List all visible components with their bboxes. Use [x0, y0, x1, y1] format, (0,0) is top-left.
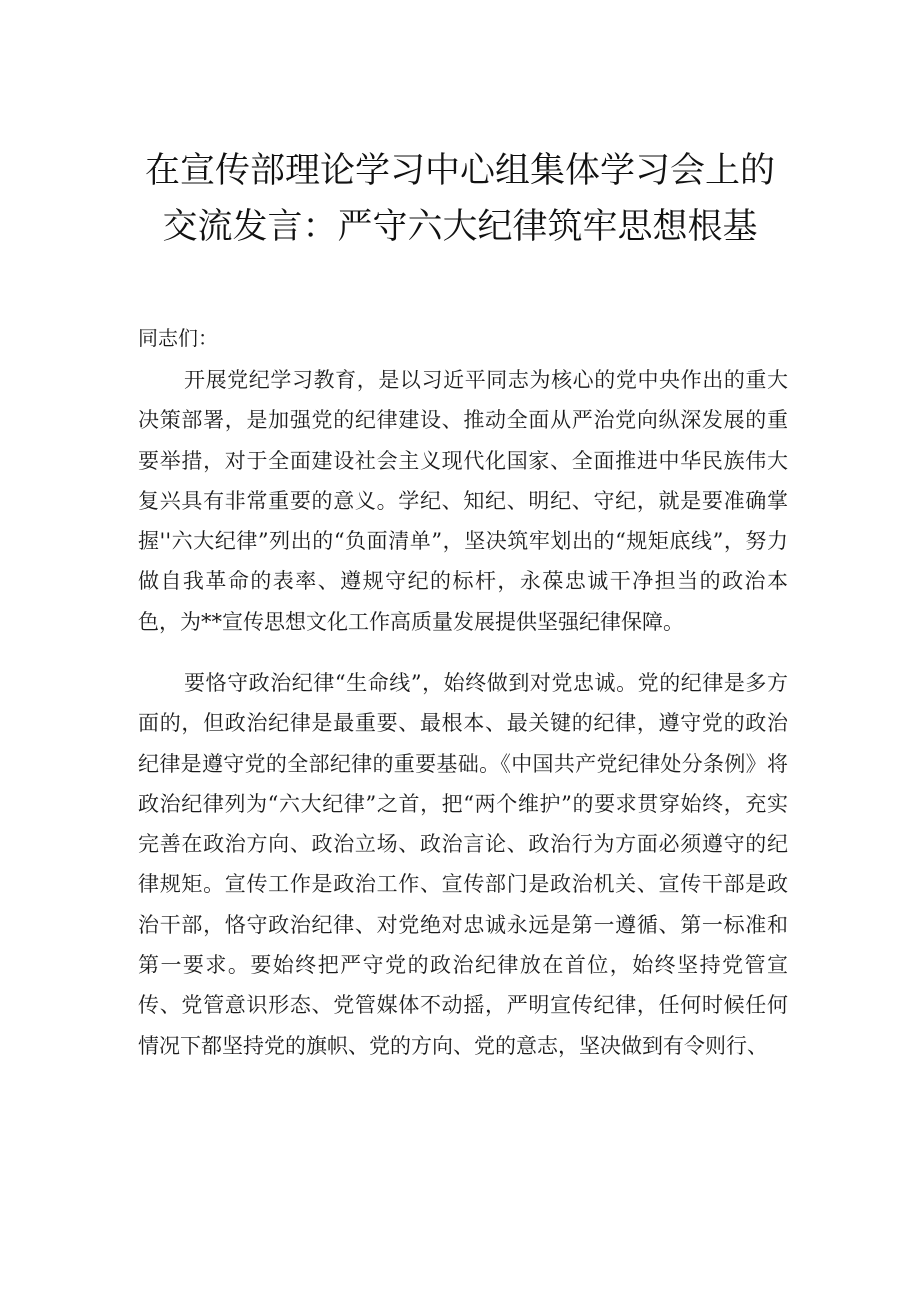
- body-paragraph: 要恪守政治纪律“生命线”，始终做到对党忠诚。党的纪律是多方面的，但政治纪律是最重要、最根本、最关键的纪律，遵守党的政治纪律是遵守党的全部纪律的重要基础。《中国共产党纪律处分条例》将政治纪律列为“六大纪律”之首，把“两个维护”的要求贯穿始终，充实完善在政治方向、政治立场、政治言论、政治行为方面必须遵守的纪律规矩。宣传工作是政治工作、宣传部门是政治机关、宣传干部是政治干部，恪守政治纪律、对党绝对忠诚永远是第一遵循、第一标准和第一要求。要始终把严守党的政治纪律放在首位，始终坚持党管宣传、党管意识形态、党管媒体不动摇，严明宣传纪律，任何时候任何情况下都坚持党的旗帜、党的方向、党的意志，坚决做到有令则行、: [138, 671, 788, 1058]
- document-title-line-2: 交流发言：严守六大纪律筑牢思想根基: [162, 207, 758, 247]
- body-paragraph: 开展党纪学习教育，是以习近平同志为核心的党中央作出的重大决策部署，是加强党的纪律建设、推动全面从严治党向纵深发展的重要举措，对于全面建设社会主义现代化国家、全面推进中华民族伟大复兴具有非常重要的意义。学纪、知纪、明纪、守纪，就是要准确掌握''六大纪律”列出的“负面清单”，坚决筑牢划出的“规矩底线”，努力做自我革命的表率、遵规守纪的标杆，永葆忠诚干净担当的政治本色，为**宣传思想文化工作高质量发展提供坚强纪律保障。: [138, 368, 788, 634]
- document-title-line-1: 在宣传部理论学习中心组集体学习会上的: [144, 151, 775, 191]
- salutation: 同志们：: [138, 326, 218, 350]
